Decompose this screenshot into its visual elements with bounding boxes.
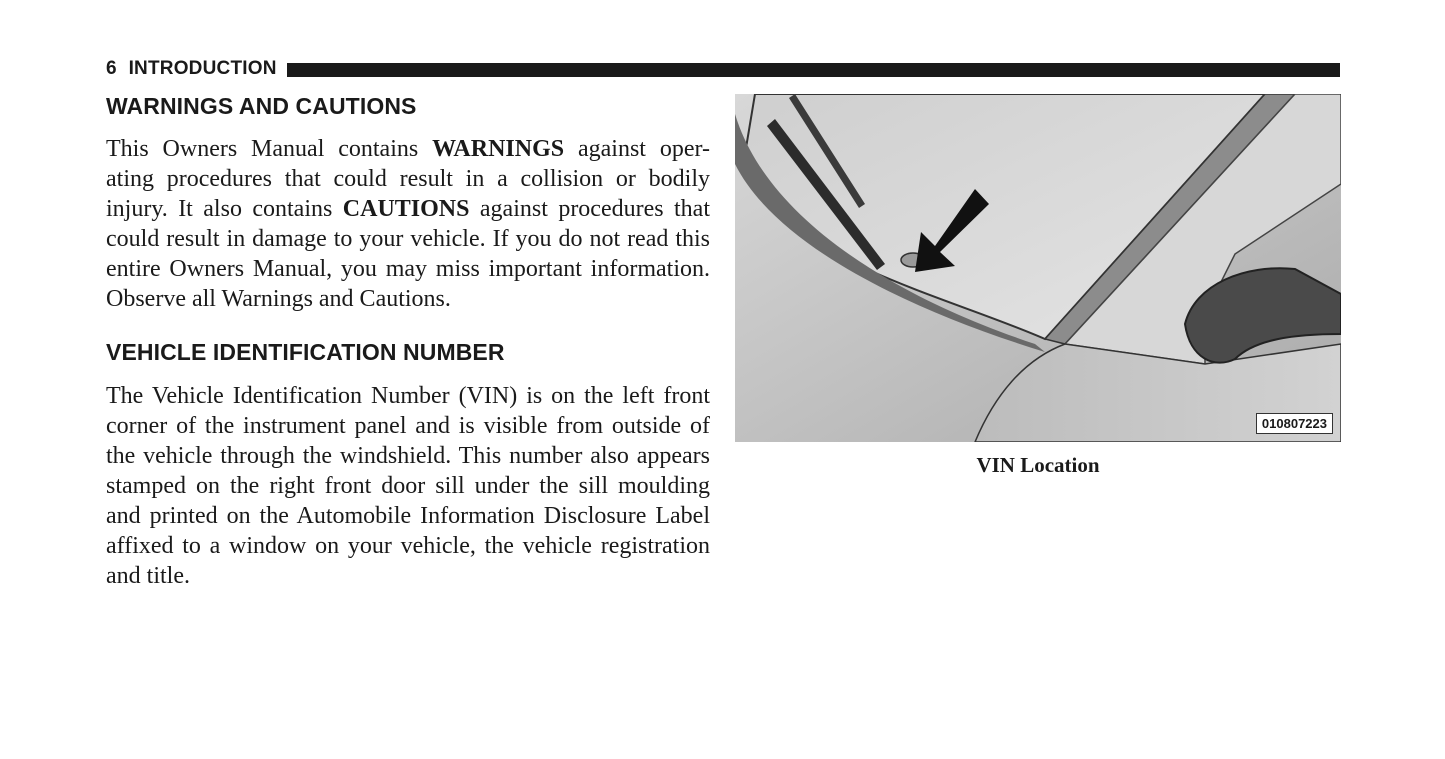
warnings-bold-term: WARNINGS (432, 136, 565, 162)
figure-caption: VIN Location (976, 453, 1100, 477)
chapter-title: INTRODUCTION (128, 58, 277, 79)
page-number: 6 (106, 58, 117, 79)
warnings-text-2: against oper-ating procedures that could result in a collision or bodily injury. It also contains (106, 136, 711, 222)
cautions-bold-term: CAUTIONS (342, 196, 470, 222)
vin-heading: VEHICLE IDENTIFICATION NUMBER (106, 339, 505, 365)
main-text-column (106, 90, 710, 591)
warnings-text-1: This Owners Manual contains (106, 136, 433, 162)
header-rule (287, 63, 1340, 77)
windshield-drawing (735, 94, 1341, 442)
warnings-text-3: against procedures that could result in damage to your vehicle. If you do not read this entire Owners Manual, you may miss important information. Observe all Warnings and Cautions. (106, 196, 711, 312)
warnings-heading: WARNINGS AND CAUTIONS (106, 93, 417, 119)
warnings-paragraph (106, 134, 710, 314)
page-header (106, 57, 1340, 81)
vin-paragraph: The Vehicle Identification Number (VIN) is on the left front corner of the instrument panel and is visible from outside of the vehicle through the windshield. This number also appears stamped on the right front door sill under the sill moulding and printed on the Automobile Information Disclosure Label affixed to a window on your vehicle, the vehicle registration and title. (106, 383, 710, 589)
vin-location-illustration (735, 94, 1341, 442)
figure-code: 010807223 (1256, 413, 1333, 434)
